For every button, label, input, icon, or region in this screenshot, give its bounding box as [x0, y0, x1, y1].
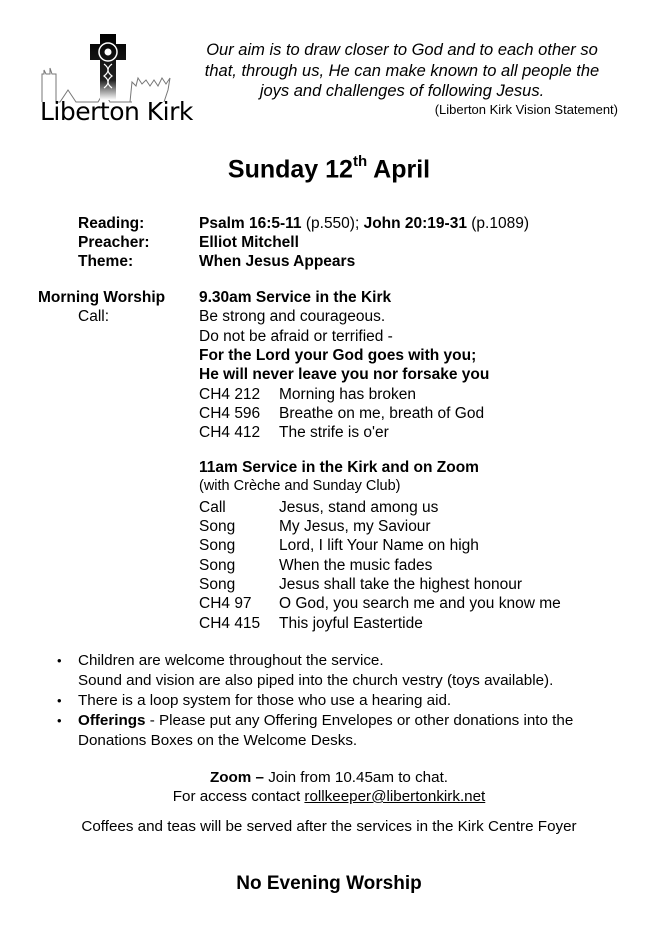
- offerings-label: Offerings: [78, 712, 146, 729]
- item-type: Call: [199, 499, 226, 516]
- bullet-icon: •: [57, 713, 62, 728]
- item-title: O God, you search me and you know me: [279, 595, 561, 612]
- zoom-label: Zoom –: [209, 769, 264, 786]
- vision-line: that, through us, He can make known to all people the: [204, 61, 600, 80]
- hymn-number: CH4 412: [199, 424, 261, 441]
- item-type: CH4 415: [199, 615, 261, 632]
- reading-label: Reading:: [78, 215, 145, 232]
- evening-worship-notice: No Evening Worship: [236, 873, 422, 894]
- zoom-info: [0, 768, 658, 787]
- item-type: Song: [199, 537, 236, 554]
- notices-list: [50, 651, 630, 751]
- service-11am-title: 11am Service in the Kirk and on Zoom: [199, 459, 479, 476]
- vision-line: joys and challenges of following Jesus.: [259, 82, 545, 100]
- bullet-icon: •: [57, 693, 62, 708]
- item-type: CH4 97: [199, 595, 252, 612]
- notice-text: Children are welcome throughout the service.: [78, 652, 384, 669]
- item-title: This joyful Eastertide: [279, 615, 423, 632]
- theme-value: When Jesus Appears: [199, 253, 356, 270]
- contact-prefix: For access contact: [172, 788, 305, 805]
- notice-text: There is a loop system for those who use a hearing aid.: [78, 692, 452, 709]
- hymn-title: The strife is o'er: [279, 424, 389, 441]
- page-title: [0, 155, 658, 184]
- bullet-icon: •: [57, 653, 62, 668]
- logo-text: Liberton Kirk: [40, 97, 193, 126]
- hymn-number: CH4 212: [199, 386, 261, 403]
- service-11am-subtitle: (with Crèche and Sunday Club): [199, 478, 401, 494]
- item-title: Lord, I lift Your Name on high: [279, 537, 479, 554]
- item-title: Jesus shall take the highest honour: [279, 576, 522, 593]
- notice-item: [50, 711, 630, 751]
- item-type: Song: [199, 557, 236, 574]
- offerings-text: - Please put any Offering Envelopes or other donations into the: [145, 712, 574, 729]
- reading-ref: John 20:19-31: [363, 215, 467, 232]
- preacher-value: Elliot Mitchell: [199, 234, 299, 251]
- coffee-notice: Coffees and teas will be served after the services in the Kirk Centre Foyer: [81, 818, 577, 835]
- title-month: April: [367, 155, 431, 184]
- item-title: My Jesus, my Saviour: [279, 518, 431, 535]
- hymn-title: Breathe on me, breath of God: [279, 405, 485, 422]
- hymn-title: Morning has broken: [279, 386, 416, 403]
- email-link[interactable]: rollkeeper@libertonkirk.net: [304, 788, 486, 805]
- call-line: Be strong and courageous.: [199, 308, 386, 325]
- vision-statement: [182, 40, 622, 102]
- title-date: Sunday 12: [227, 155, 353, 184]
- preacher-label: Preacher:: [78, 234, 150, 251]
- notice-item: [50, 651, 630, 691]
- item-type: Song: [199, 518, 236, 535]
- item-title: When the music fades: [279, 557, 433, 574]
- zoom-text: Join from 10.45am to chat.: [263, 769, 449, 786]
- reading-value: [199, 214, 529, 233]
- call-line: He will never leave you nor forsake you: [199, 366, 490, 383]
- call-line: For the Lord your God goes with you;: [199, 347, 477, 364]
- notice-text: Donations Boxes on the Welcome Desks.: [78, 732, 358, 749]
- vision-line: Our aim is to draw closer to God and to each other so: [206, 41, 598, 59]
- item-type: Song: [199, 576, 236, 593]
- vision-attribution: (Liberton Kirk Vision Statement): [434, 102, 618, 117]
- reading-ref: Psalm 16:5-11: [199, 215, 302, 232]
- reading-page: (p.550);: [301, 215, 364, 232]
- zoom-contact: [0, 787, 658, 806]
- title-ordinal: th: [352, 153, 368, 170]
- morning-worship-heading: Morning Worship: [38, 289, 166, 306]
- item-title: Jesus, stand among us: [279, 499, 439, 516]
- notice-text: Sound and vision are also piped into the church vestry (toys available).: [78, 672, 554, 689]
- notice-text: [78, 711, 630, 731]
- notice-item: [50, 691, 630, 711]
- service-930-title: 9.30am Service in the Kirk: [199, 289, 392, 306]
- call-label: Call:: [78, 308, 110, 325]
- hymn-number: CH4 596: [199, 405, 261, 422]
- theme-label: Theme:: [78, 253, 134, 270]
- call-line: Do not be afraid or terrified -: [199, 328, 393, 345]
- reading-page: (p.1089): [466, 215, 530, 232]
